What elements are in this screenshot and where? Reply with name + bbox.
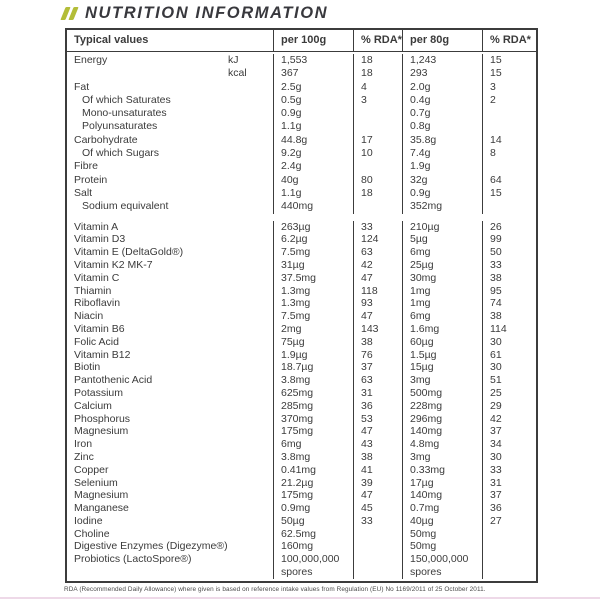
unit-label bbox=[228, 310, 273, 323]
column-header-rda-100g: % RDA* bbox=[353, 30, 402, 51]
table-header-row bbox=[67, 30, 536, 52]
per-100g-value: 2mg bbox=[273, 323, 353, 336]
per-80g-value: 5µg bbox=[402, 233, 482, 246]
unit-label bbox=[228, 285, 273, 298]
rda-80g-value: 29 bbox=[482, 400, 536, 413]
per-80g-value: 60µg bbox=[402, 336, 482, 349]
table-row bbox=[67, 120, 536, 133]
per-80g-value: 0.7mg bbox=[402, 502, 482, 515]
nutrient-label: Digestive Enzymes (Digezyme®) bbox=[74, 540, 228, 553]
per-100g-value: 44.8g bbox=[273, 134, 353, 147]
rda-100g-value: 18 bbox=[353, 67, 402, 80]
rda-80g-value: 61 bbox=[482, 349, 536, 362]
nutrient-label: Magnesium bbox=[74, 425, 129, 438]
rda-100g-value: 118 bbox=[353, 285, 402, 298]
rda-100g-value bbox=[353, 120, 402, 133]
per-80g-value: 150,000,000 bbox=[402, 553, 482, 566]
unit-label bbox=[228, 134, 273, 147]
rda-100g-value: 38 bbox=[353, 336, 402, 349]
nutrient-label: Vitamin B6 bbox=[74, 322, 125, 335]
unit-label bbox=[228, 566, 273, 579]
nutrient-label: Salt bbox=[74, 186, 93, 199]
per-100g-value: 1.9µg bbox=[273, 349, 353, 362]
unit-label bbox=[228, 515, 273, 528]
nutrient-label: Zinc bbox=[74, 450, 94, 463]
rda-100g-value: 53 bbox=[353, 413, 402, 426]
table-row bbox=[67, 246, 536, 259]
rda-80g-value: 74 bbox=[482, 297, 536, 310]
rda-100g-value: 17 bbox=[353, 134, 402, 147]
per-80g-value: 1,243 bbox=[402, 54, 482, 67]
table-row bbox=[67, 425, 536, 438]
nutrient-label: Calcium bbox=[74, 399, 112, 412]
nutrient-label: Vitamin K2 MK-7 bbox=[74, 258, 153, 271]
per-80g-value: 32g bbox=[402, 174, 482, 187]
nutrient-label: Thiamin bbox=[74, 284, 112, 297]
rda-80g-value: 34 bbox=[482, 438, 536, 451]
unit-label bbox=[228, 489, 273, 502]
unit-label bbox=[228, 107, 273, 120]
rda-80g-value bbox=[482, 200, 536, 213]
nutrient-label: Energy bbox=[74, 54, 108, 66]
per-100g-value: 175mg bbox=[273, 489, 353, 502]
table-row bbox=[67, 374, 536, 387]
unit-label bbox=[228, 81, 273, 94]
table-row bbox=[67, 336, 536, 349]
rda-100g-value bbox=[353, 200, 402, 213]
per-100g-value: 160mg bbox=[273, 540, 353, 553]
rda-100g-value: 80 bbox=[353, 174, 402, 187]
unit-label bbox=[228, 272, 273, 285]
panel-header bbox=[63, 3, 328, 23]
table-section-micronutrients bbox=[67, 219, 536, 581]
per-100g-value: 0.41mg bbox=[273, 464, 353, 477]
per-80g-value: 30mg bbox=[402, 272, 482, 285]
rda-100g-value: 38 bbox=[353, 451, 402, 464]
per-80g-value: 0.7g bbox=[402, 107, 482, 120]
per-100g-value: 7.5mg bbox=[273, 310, 353, 323]
per-100g-value: spores bbox=[273, 566, 353, 579]
rda-100g-value: 41 bbox=[353, 464, 402, 477]
rda-100g-value bbox=[353, 540, 402, 553]
per-100g-value: 2.5g bbox=[273, 81, 353, 94]
per-100g-value: 285mg bbox=[273, 400, 353, 413]
unit-label bbox=[228, 400, 273, 413]
table-row bbox=[67, 285, 536, 298]
nutrient-label: Protein bbox=[74, 173, 108, 186]
per-80g-value: 140mg bbox=[402, 425, 482, 438]
rda-100g-value bbox=[353, 107, 402, 120]
rda-100g-value: 63 bbox=[353, 246, 402, 259]
rda-80g-value: 50 bbox=[482, 246, 536, 259]
nutrient-label: Carbohydrate bbox=[74, 133, 138, 146]
table-row bbox=[67, 438, 536, 451]
rda-100g-value bbox=[353, 553, 402, 566]
nutrient-label: Fat bbox=[74, 80, 90, 93]
rda-80g-value: 38 bbox=[482, 272, 536, 285]
unit-label bbox=[228, 297, 273, 310]
rda-80g-value: 2 bbox=[482, 94, 536, 107]
nutrient-label: Vitamin B12 bbox=[74, 348, 131, 361]
unit-label bbox=[228, 349, 273, 362]
rda-100g-value: 43 bbox=[353, 438, 402, 451]
per-100g-value: 625mg bbox=[273, 387, 353, 400]
rda-100g-value bbox=[353, 528, 402, 541]
rda-100g-value: 36 bbox=[353, 400, 402, 413]
unit-label bbox=[228, 323, 273, 336]
per-80g-value: 6mg bbox=[402, 246, 482, 259]
nutrient-label: Vitamin C bbox=[74, 271, 120, 284]
unit-label bbox=[228, 174, 273, 187]
per-100g-value: 6.2µg bbox=[273, 233, 353, 246]
rda-80g-value: 64 bbox=[482, 174, 536, 187]
per-80g-value: 2.0g bbox=[402, 81, 482, 94]
table-row bbox=[67, 387, 536, 400]
nutrient-label: Niacin bbox=[74, 310, 104, 323]
per-100g-value: 62.5mg bbox=[273, 528, 353, 541]
rda-80g-value: 14 bbox=[482, 134, 536, 147]
per-100g-value: 1.1g bbox=[273, 120, 353, 133]
rda-80g-value bbox=[482, 107, 536, 120]
nutrient-label: Polyunsaturates bbox=[82, 120, 158, 133]
per-80g-value: 228mg bbox=[402, 400, 482, 413]
rda-100g-value: 37 bbox=[353, 361, 402, 374]
per-80g-value: 25µg bbox=[402, 259, 482, 272]
per-80g-value: 1.6mg bbox=[402, 323, 482, 336]
per-80g-value: 3mg bbox=[402, 374, 482, 387]
per-100g-value: 7.5mg bbox=[273, 246, 353, 259]
column-header-per-80g: per 80g bbox=[402, 30, 482, 51]
per-100g-value: 175mg bbox=[273, 425, 353, 438]
nutrition-table bbox=[65, 28, 538, 583]
table-row bbox=[67, 81, 536, 94]
unit-label bbox=[228, 259, 273, 272]
nutrient-label: Selenium bbox=[74, 476, 118, 489]
unit-label bbox=[228, 438, 273, 451]
per-80g-value: 1mg bbox=[402, 285, 482, 298]
nutrient-label: Fibre bbox=[74, 160, 98, 173]
unit-label bbox=[228, 221, 273, 234]
unit-label bbox=[228, 451, 273, 464]
unit-label bbox=[228, 477, 273, 490]
rda-80g-value: 99 bbox=[482, 233, 536, 246]
rda-80g-value bbox=[482, 553, 536, 566]
column-header-rda-80g: % RDA* bbox=[482, 30, 536, 51]
table-row bbox=[67, 515, 536, 528]
column-header-typical-values: Typical values bbox=[74, 34, 149, 46]
table-row bbox=[67, 134, 536, 147]
rda-100g-value: 143 bbox=[353, 323, 402, 336]
per-100g-value: 0.5g bbox=[273, 94, 353, 107]
unit-label bbox=[228, 233, 273, 246]
unit-label: kcal bbox=[228, 67, 247, 80]
unit-label bbox=[228, 246, 273, 259]
per-80g-value: 0.8g bbox=[402, 120, 482, 133]
table-row bbox=[67, 489, 536, 502]
unit-label bbox=[228, 374, 273, 387]
nutrient-label: Choline bbox=[74, 527, 110, 540]
per-80g-value: spores bbox=[402, 566, 482, 579]
unit-label bbox=[228, 413, 273, 426]
table-row bbox=[67, 200, 536, 213]
rda-100g-value: 4 bbox=[353, 81, 402, 94]
per-100g-value: 0.9mg bbox=[273, 502, 353, 515]
rda-80g-value: 15 bbox=[482, 54, 536, 67]
per-100g-value: 370mg bbox=[273, 413, 353, 426]
table-row bbox=[67, 94, 536, 107]
rda-100g-value: 47 bbox=[353, 310, 402, 323]
table-row bbox=[67, 147, 536, 160]
table-row bbox=[67, 259, 536, 272]
per-80g-value: 500mg bbox=[402, 387, 482, 400]
table-row bbox=[67, 323, 536, 336]
nutrient-label: Iodine bbox=[74, 514, 103, 527]
per-100g-value: 6mg bbox=[273, 438, 353, 451]
per-100g-value: 100,000,000 bbox=[273, 553, 353, 566]
rda-80g-value: 33 bbox=[482, 464, 536, 477]
rda-100g-value: 76 bbox=[353, 349, 402, 362]
rda-100g-value: 3 bbox=[353, 94, 402, 107]
table-row bbox=[67, 566, 536, 579]
per-100g-value: 50µg bbox=[273, 515, 353, 528]
rda-100g-value: 39 bbox=[353, 477, 402, 490]
per-80g-value: 1.9g bbox=[402, 160, 482, 173]
rda-80g-value bbox=[482, 160, 536, 173]
rda-100g-value: 33 bbox=[353, 221, 402, 234]
unit-label bbox=[228, 187, 273, 200]
per-80g-value: 35.8g bbox=[402, 134, 482, 147]
table-row bbox=[67, 502, 536, 515]
nutrient-label: Vitamin E (DeltaGold®) bbox=[74, 246, 184, 259]
unit-label bbox=[228, 528, 273, 541]
rda-80g-value: 27 bbox=[482, 515, 536, 528]
rda-80g-value: 38 bbox=[482, 310, 536, 323]
unit-label bbox=[228, 147, 273, 160]
unit-label bbox=[228, 553, 273, 566]
per-100g-value: 1.1g bbox=[273, 187, 353, 200]
rda-80g-value: 37 bbox=[482, 425, 536, 438]
per-80g-value: 50mg bbox=[402, 528, 482, 541]
rda-80g-value: 8 bbox=[482, 147, 536, 160]
table-row bbox=[67, 67, 536, 80]
nutrient-label: Folic Acid bbox=[74, 335, 119, 348]
rda-100g-value: 47 bbox=[353, 489, 402, 502]
per-80g-value: 0.33mg bbox=[402, 464, 482, 477]
table-row bbox=[67, 349, 536, 362]
table-row bbox=[67, 451, 536, 464]
unit-label: kJ bbox=[228, 54, 239, 66]
per-80g-value: 296mg bbox=[402, 413, 482, 426]
rda-80g-value bbox=[482, 528, 536, 541]
per-80g-value: 0.9g bbox=[402, 187, 482, 200]
rda-80g-value: 36 bbox=[482, 502, 536, 515]
rda-80g-value: 33 bbox=[482, 259, 536, 272]
per-100g-value: 9.2g bbox=[273, 147, 353, 160]
rda-80g-value bbox=[482, 120, 536, 133]
table-row bbox=[67, 553, 536, 566]
rda-80g-value: 114 bbox=[482, 323, 536, 336]
rda-80g-value: 30 bbox=[482, 336, 536, 349]
rda-80g-value: 95 bbox=[482, 285, 536, 298]
table-row bbox=[67, 187, 536, 200]
rda-80g-value bbox=[482, 540, 536, 553]
table-row bbox=[67, 272, 536, 285]
unit-label bbox=[228, 464, 273, 477]
table-row bbox=[67, 160, 536, 173]
table-row bbox=[67, 413, 536, 426]
per-80g-value: 50mg bbox=[402, 540, 482, 553]
column-header-per-100g: per 100g bbox=[273, 30, 353, 51]
per-100g-value: 1.3mg bbox=[273, 285, 353, 298]
per-100g-value: 367 bbox=[273, 67, 353, 80]
nutrient-label: Of which Sugars bbox=[82, 147, 160, 160]
page-title: NUTRITION INFORMATION bbox=[85, 3, 329, 22]
nutrient-label: Copper bbox=[74, 463, 109, 476]
per-100g-value: 2.4g bbox=[273, 160, 353, 173]
unit-label bbox=[228, 540, 273, 553]
table-row bbox=[67, 464, 536, 477]
per-80g-value: 1.5µg bbox=[402, 349, 482, 362]
per-80g-value: 1mg bbox=[402, 297, 482, 310]
nutrient-label: Iron bbox=[74, 438, 93, 451]
rda-80g-value: 3 bbox=[482, 81, 536, 94]
rda-100g-value: 31 bbox=[353, 387, 402, 400]
page-edge-line bbox=[0, 597, 600, 599]
per-80g-value: 3mg bbox=[402, 451, 482, 464]
per-80g-value: 6mg bbox=[402, 310, 482, 323]
nutrient-label bbox=[67, 566, 228, 579]
per-80g-value: 4.8mg bbox=[402, 438, 482, 451]
nutrient-label: Biotin bbox=[74, 361, 101, 374]
per-80g-value: 352mg bbox=[402, 200, 482, 213]
per-80g-value: 7.4g bbox=[402, 147, 482, 160]
nutrient-label: Vitamin A bbox=[74, 220, 119, 233]
unit-label bbox=[228, 387, 273, 400]
rda-80g-value: 26 bbox=[482, 221, 536, 234]
per-80g-value: 15µg bbox=[402, 361, 482, 374]
per-100g-value: 21.2µg bbox=[273, 477, 353, 490]
rda-100g-value: 63 bbox=[353, 374, 402, 387]
rda-100g-value: 124 bbox=[353, 233, 402, 246]
per-100g-value: 263µg bbox=[273, 221, 353, 234]
per-80g-value: 17µg bbox=[402, 477, 482, 490]
rda-100g-value: 33 bbox=[353, 515, 402, 528]
rda-100g-value: 42 bbox=[353, 259, 402, 272]
unit-label bbox=[228, 361, 273, 374]
per-80g-value: 0.4g bbox=[402, 94, 482, 107]
rda-80g-value: 31 bbox=[482, 477, 536, 490]
unit-label bbox=[228, 502, 273, 515]
table-row bbox=[67, 297, 536, 310]
nutrient-label: Magnesium bbox=[74, 489, 129, 502]
unit-label bbox=[228, 200, 273, 213]
nutrient-label: Riboflavin bbox=[74, 297, 121, 310]
per-100g-value: 3.8mg bbox=[273, 374, 353, 387]
nutrient-label: Of which Saturates bbox=[82, 93, 171, 106]
per-100g-value: 75µg bbox=[273, 336, 353, 349]
per-100g-value: 18.7µg bbox=[273, 361, 353, 374]
rda-100g-value: 47 bbox=[353, 425, 402, 438]
nutrient-label: Phosphorus bbox=[74, 412, 131, 425]
per-100g-value: 31µg bbox=[273, 259, 353, 272]
unit-label bbox=[228, 94, 273, 107]
rda-100g-value bbox=[353, 566, 402, 579]
per-100g-value: 3.8mg bbox=[273, 451, 353, 464]
rda-100g-value: 45 bbox=[353, 502, 402, 515]
nutrient-label: Vitamin D3 bbox=[74, 233, 126, 246]
per-80g-value: 40µg bbox=[402, 515, 482, 528]
rda-80g-value: 30 bbox=[482, 361, 536, 374]
rda-80g-value: 25 bbox=[482, 387, 536, 400]
nutrient-label: Probiotics (LactoSpore®) bbox=[74, 553, 192, 566]
per-100g-value: 40g bbox=[273, 174, 353, 187]
per-80g-value: 140mg bbox=[402, 489, 482, 502]
unit-label bbox=[228, 120, 273, 133]
brand-slashes-icon bbox=[63, 7, 78, 20]
rda-100g-value: 10 bbox=[353, 147, 402, 160]
per-80g-value: 210µg bbox=[402, 221, 482, 234]
nutrient-label: Sodium equivalent bbox=[82, 200, 169, 213]
nutrient-label: Pantothenic Acid bbox=[74, 374, 153, 387]
rda-80g-value: 37 bbox=[482, 489, 536, 502]
rda-100g-value: 18 bbox=[353, 187, 402, 200]
per-80g-value: 293 bbox=[402, 67, 482, 80]
unit-label bbox=[228, 336, 273, 349]
per-100g-value: 1.3mg bbox=[273, 297, 353, 310]
table-section-macronutrients bbox=[67, 52, 536, 216]
rda-80g-value bbox=[482, 566, 536, 579]
rda-80g-value: 15 bbox=[482, 67, 536, 80]
rda-100g-value: 18 bbox=[353, 54, 402, 67]
table-row bbox=[67, 540, 536, 553]
nutrient-label: Mono-unsaturates bbox=[82, 107, 167, 120]
per-100g-value: 0.9g bbox=[273, 107, 353, 120]
per-100g-value: 1,553 bbox=[273, 54, 353, 67]
table-row bbox=[67, 400, 536, 413]
table-row bbox=[67, 477, 536, 490]
table-row bbox=[67, 233, 536, 246]
table-row bbox=[67, 361, 536, 374]
rda-80g-value: 51 bbox=[482, 374, 536, 387]
table-row bbox=[67, 528, 536, 541]
nutrient-label: Manganese bbox=[74, 502, 129, 515]
table-row bbox=[67, 221, 536, 234]
unit-label bbox=[228, 425, 273, 438]
table-row bbox=[67, 107, 536, 120]
rda-80g-value: 15 bbox=[482, 187, 536, 200]
unit-label bbox=[228, 160, 273, 173]
rda-100g-value bbox=[353, 160, 402, 173]
rda-footnote: RDA (Recommended Daily Allowance) where given is based on reference intake values from Regulation (EU) No 1169/2011 of 25 October 2011. bbox=[64, 586, 486, 593]
per-100g-value: 440mg bbox=[273, 200, 353, 213]
nutrient-label: Potassium bbox=[74, 386, 124, 399]
per-100g-value: 37.5mg bbox=[273, 272, 353, 285]
table-row bbox=[67, 310, 536, 323]
rda-80g-value: 30 bbox=[482, 451, 536, 464]
rda-100g-value: 93 bbox=[353, 297, 402, 310]
table-row bbox=[67, 174, 536, 187]
rda-80g-value: 42 bbox=[482, 413, 536, 426]
table-row bbox=[67, 54, 536, 67]
rda-100g-value: 47 bbox=[353, 272, 402, 285]
nutrient-label bbox=[67, 67, 228, 80]
